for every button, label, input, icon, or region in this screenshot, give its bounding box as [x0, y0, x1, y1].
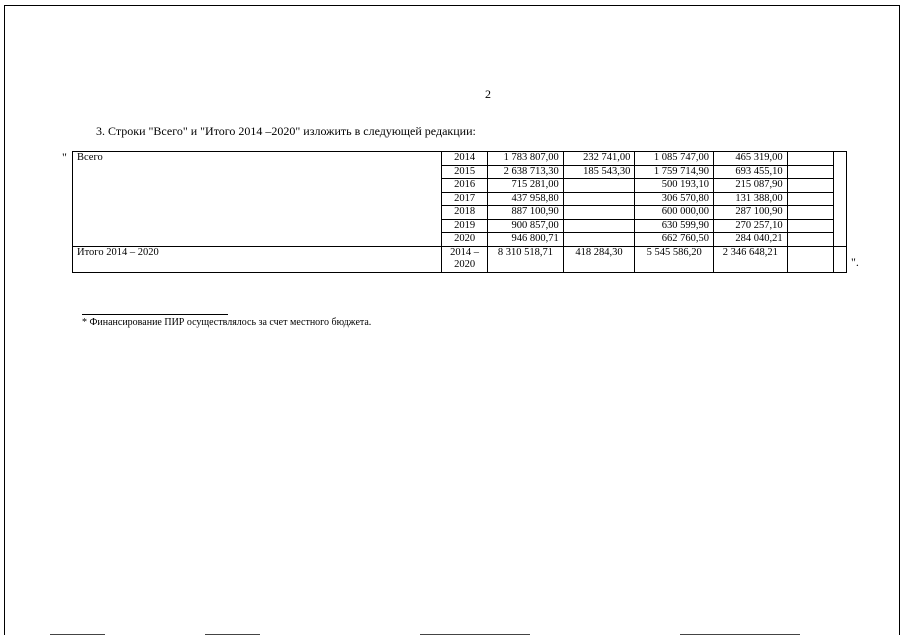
itogo-label: Итого 2014 – 2020: [73, 246, 442, 272]
value-cell: 946 800,71: [488, 233, 564, 247]
page-frame-top: [4, 5, 899, 6]
bottom-border-segment: [205, 634, 260, 635]
financing-table: [72, 151, 847, 273]
empty-cell: [787, 165, 833, 179]
empty-cell: [787, 192, 833, 206]
value-cell: 8 310 518,71: [488, 246, 564, 272]
value-cell: 306 570,80: [635, 192, 714, 206]
empty-cell: [787, 152, 833, 166]
empty-cell: [833, 152, 846, 247]
value-cell: 287 100,90: [714, 206, 788, 220]
value-cell: 284 040,21: [714, 233, 788, 247]
bottom-border-segment: [420, 634, 530, 635]
empty-cell: [787, 246, 833, 272]
value-cell: 131 388,00: [714, 192, 788, 206]
value-cell: [563, 179, 635, 193]
value-cell: 232 741,00: [563, 152, 635, 166]
value-cell: 465 319,00: [714, 152, 788, 166]
value-cell: 600 000,00: [635, 206, 714, 220]
value-cell: 1 759 714,90: [635, 165, 714, 179]
value-cell: 715 281,00: [488, 179, 564, 193]
page-number: 2: [485, 87, 491, 101]
year-cell: 2016: [442, 179, 488, 193]
year-cell: 2015: [442, 165, 488, 179]
value-cell: 2 638 713,30: [488, 165, 564, 179]
value-cell: 1 085 747,00: [635, 152, 714, 166]
value-cell: 630 599,90: [635, 219, 714, 233]
closing-quote-mark: ".: [851, 255, 859, 269]
value-cell: 1 783 807,00: [488, 152, 564, 166]
table-row: [73, 152, 847, 166]
empty-cell: [833, 246, 846, 272]
table-row-itogo: [73, 246, 847, 272]
year-cell: 2018: [442, 206, 488, 220]
year-cell: 2019: [442, 219, 488, 233]
value-cell: 215 087,90: [714, 179, 788, 193]
year-cell: 2020: [442, 233, 488, 247]
value-cell: 418 284,30: [563, 246, 635, 272]
value-cell: 662 760,50: [635, 233, 714, 247]
empty-cell: [787, 233, 833, 247]
year-cell: 2017: [442, 192, 488, 206]
value-cell: 900 857,00: [488, 219, 564, 233]
page-frame-left: [4, 5, 5, 635]
value-cell: 185 543,30: [563, 165, 635, 179]
empty-cell: [787, 219, 833, 233]
value-cell: [563, 233, 635, 247]
page-frame-right: [899, 5, 900, 635]
value-cell: 5 545 586,20: [635, 246, 714, 272]
bottom-border-segment: [680, 634, 800, 635]
value-cell: 500 193,10: [635, 179, 714, 193]
year-cell: 2014: [442, 152, 488, 166]
value-cell: [563, 219, 635, 233]
value-cell: 270 257,10: [714, 219, 788, 233]
opening-quote-mark: ": [62, 150, 67, 164]
value-cell: 887 100,90: [488, 206, 564, 220]
value-cell: [563, 192, 635, 206]
empty-cell: [787, 179, 833, 193]
itogo-year-line: 2020: [454, 259, 476, 270]
total-label: Всего: [73, 152, 442, 247]
itogo-year-cell: [442, 246, 488, 272]
instruction-text: 3. Строки "Всего" и "Итого 2014 –2020" изложить в следующей редакции:: [96, 124, 476, 138]
empty-cell: [787, 206, 833, 220]
footnote-text: * Финансирование ПИР осуществлялось за счет местного бюджета.: [82, 317, 372, 328]
value-cell: 2 346 648,21: [714, 246, 788, 272]
value-cell: [563, 206, 635, 220]
value-cell: 693 455,10: [714, 165, 788, 179]
value-cell: 437 958,80: [488, 192, 564, 206]
footnote-separator: [82, 314, 228, 315]
bottom-border-segment: [50, 634, 105, 635]
itogo-year-line: 2014 –: [450, 246, 480, 258]
